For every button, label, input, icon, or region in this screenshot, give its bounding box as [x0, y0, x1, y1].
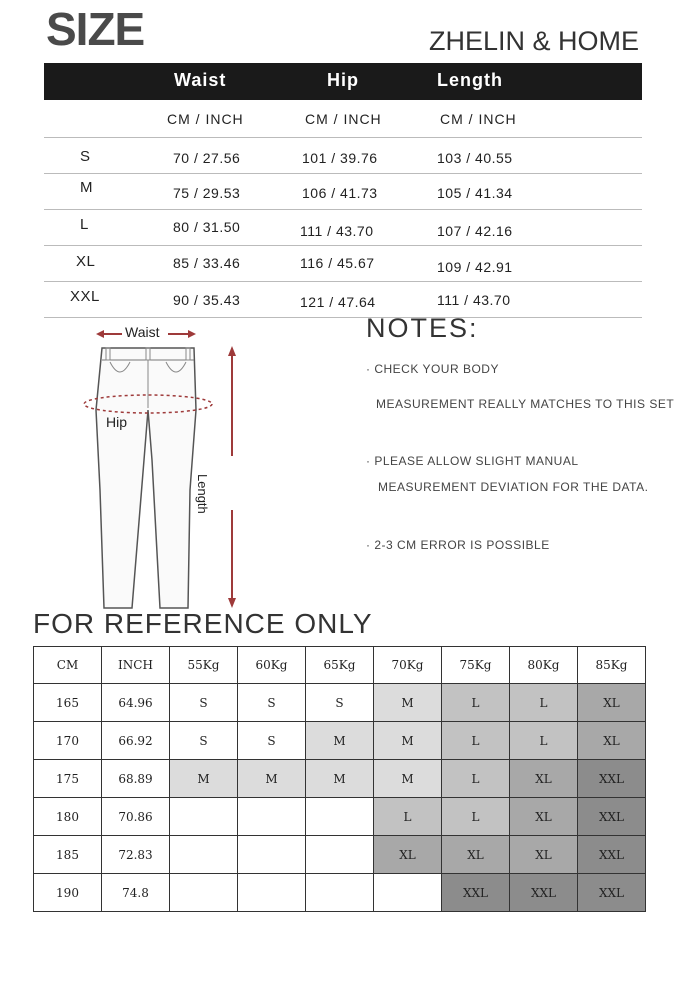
waist-value: 80 / 31.50 — [173, 219, 241, 235]
inch-cell: 68.89 — [102, 760, 170, 798]
size-cell: XL — [578, 684, 646, 722]
size-cell — [238, 836, 306, 874]
size-cell: L — [510, 722, 578, 760]
reference-title: FOR REFERENCE ONLY — [33, 608, 373, 639]
size-cell: S — [170, 722, 238, 760]
size-cell: M — [306, 722, 374, 760]
waist-value: 85 / 33.46 — [173, 255, 241, 271]
pants-diagram — [70, 320, 250, 620]
pants-illustration — [70, 320, 250, 620]
header-cell: 60Kg — [238, 647, 306, 684]
note-line: MEASUREMENT REALLY MATCHES TO THIS SET — [376, 397, 675, 411]
hip-value: 116 / 45.67 — [300, 255, 375, 271]
waist-value: 75 / 29.53 — [173, 185, 241, 201]
size-cell: XXL — [578, 874, 646, 912]
size-cell: XL — [442, 836, 510, 874]
brand-name: ZHELIN & HOME — [428, 26, 639, 56]
header-cell: 70Kg — [374, 647, 442, 684]
size-cell: S — [238, 684, 306, 722]
size-cell: XL — [510, 836, 578, 874]
size-cell — [170, 798, 238, 836]
size-cell: M — [170, 760, 238, 798]
length-value: 103 / 40.55 — [437, 150, 513, 166]
size-table — [44, 63, 642, 318]
length-value: 105 / 41.34 — [437, 185, 513, 201]
page-title: SIZE — [46, 3, 145, 55]
size-label: XXL — [70, 288, 100, 305]
cm-cell: 175 — [34, 760, 102, 798]
hip-value: 101 / 39.76 — [302, 150, 378, 166]
table-row — [34, 836, 646, 874]
size-cell: XXL — [578, 836, 646, 874]
size-cell: M — [306, 760, 374, 798]
size-cell: L — [510, 684, 578, 722]
size-cell — [374, 874, 442, 912]
unit-length: CM / INCH — [440, 111, 517, 127]
size-cell: L — [374, 798, 442, 836]
cm-cell: 185 — [34, 836, 102, 874]
table-row — [34, 684, 646, 722]
size-cell — [306, 836, 374, 874]
header-cell: 80Kg — [510, 647, 578, 684]
size-cell — [170, 874, 238, 912]
table-row — [44, 246, 642, 282]
length-value: 107 / 42.16 — [437, 223, 513, 239]
size-cell — [306, 874, 374, 912]
size-cell — [238, 798, 306, 836]
unit-hip: CM / INCH — [305, 111, 382, 127]
cm-cell: 165 — [34, 684, 102, 722]
size-cell: L — [442, 684, 510, 722]
size-cell: M — [374, 684, 442, 722]
inch-cell: 70.86 — [102, 798, 170, 836]
hip-label: Hip — [106, 414, 128, 430]
size-cell: S — [170, 684, 238, 722]
note-line: · PLEASE ALLOW SLIGHT MANUAL — [366, 454, 579, 468]
table-row — [44, 174, 642, 210]
header-cell: CM — [34, 647, 102, 684]
table-row — [44, 210, 642, 246]
size-cell: M — [238, 760, 306, 798]
size-cell: XXL — [442, 874, 510, 912]
inch-cell: 66.92 — [102, 722, 170, 760]
size-cell — [238, 874, 306, 912]
table-row — [34, 760, 646, 798]
reference-header-row — [34, 647, 646, 684]
table-row — [34, 798, 646, 836]
reference-table — [33, 646, 646, 912]
hip-value: 121 / 47.64 — [300, 294, 376, 310]
cm-cell: 190 — [34, 874, 102, 912]
size-cell — [306, 798, 374, 836]
size-cell: XL — [510, 760, 578, 798]
header-length: Length — [437, 70, 503, 90]
header-cell: 55Kg — [170, 647, 238, 684]
waist-value: 70 / 27.56 — [173, 150, 241, 166]
header-cell: INCH — [102, 647, 170, 684]
length-label: Length — [195, 474, 210, 514]
header-cell: 85Kg — [578, 647, 646, 684]
cm-cell: 180 — [34, 798, 102, 836]
size-table-header — [44, 63, 642, 100]
table-row — [34, 874, 646, 912]
cm-cell: 170 — [34, 722, 102, 760]
header-cell: 65Kg — [306, 647, 374, 684]
inch-cell: 74.8 — [102, 874, 170, 912]
size-cell: L — [442, 760, 510, 798]
header-hip: Hip — [327, 70, 359, 90]
inch-cell: 64.96 — [102, 684, 170, 722]
table-row — [44, 138, 642, 174]
size-cell: XL — [510, 798, 578, 836]
length-value: 111 / 43.70 — [437, 292, 511, 308]
size-label: L — [80, 216, 89, 233]
inch-cell: 72.83 — [102, 836, 170, 874]
unit-waist: CM / INCH — [167, 111, 244, 127]
size-cell: S — [306, 684, 374, 722]
size-cell — [170, 836, 238, 874]
note-line: · 2-3 CM ERROR IS POSSIBLE — [366, 538, 550, 552]
length-value: 109 / 42.91 — [437, 259, 513, 275]
note-line: · CHECK YOUR BODY — [366, 362, 499, 376]
notes-title: NOTES: — [366, 313, 479, 343]
hip-value: 111 / 43.70 — [300, 223, 374, 239]
waist-label: Waist — [125, 324, 160, 340]
waist-value: 90 / 35.43 — [173, 292, 241, 308]
size-cell: XXL — [578, 798, 646, 836]
size-cell: XXL — [578, 760, 646, 798]
header-cell: 75Kg — [442, 647, 510, 684]
hip-value: 106 / 41.73 — [302, 185, 378, 201]
header-waist: Waist — [174, 70, 227, 90]
size-cell: L — [442, 722, 510, 760]
size-cell: XL — [374, 836, 442, 874]
size-label: S — [80, 148, 91, 165]
size-cell: XXL — [510, 874, 578, 912]
size-cell: M — [374, 760, 442, 798]
size-cell: M — [374, 722, 442, 760]
size-cell: L — [442, 798, 510, 836]
size-cell: XL — [578, 722, 646, 760]
size-label: XL — [76, 253, 96, 270]
table-row — [44, 282, 642, 318]
size-cell: S — [238, 722, 306, 760]
table-row — [34, 722, 646, 760]
note-line: MEASUREMENT DEVIATION FOR THE DATA. — [378, 480, 649, 494]
size-table-units — [44, 100, 642, 138]
size-label: M — [80, 179, 93, 196]
